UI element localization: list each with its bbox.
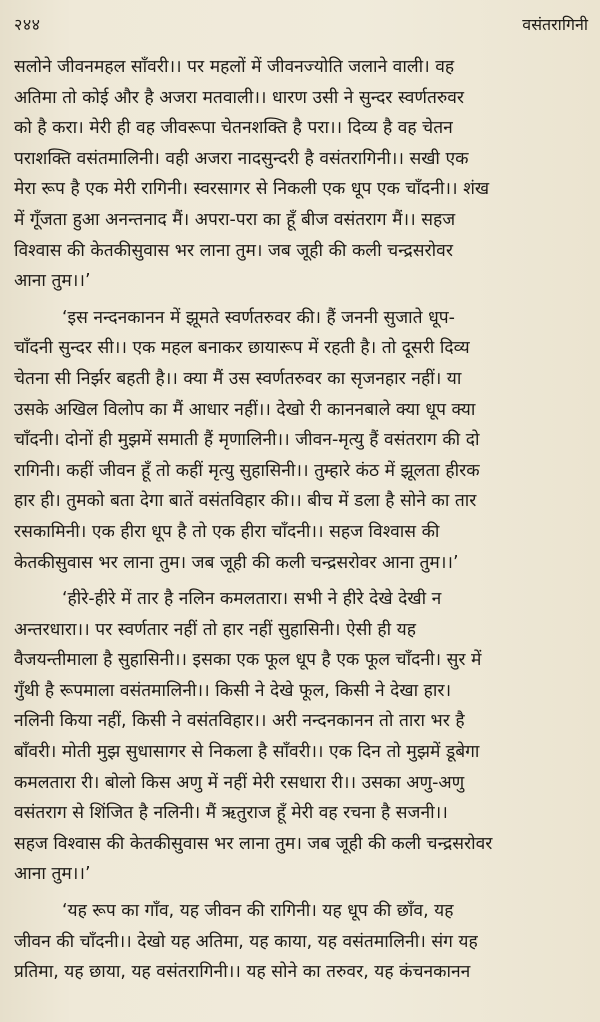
running-title: वसंतरागिनी [522, 15, 588, 34]
body-text [14, 52, 588, 988]
text-line: आना तुम।।’ [14, 864, 91, 885]
text-line: गुँथी है रूपमाला वसंतमालिनी।। किसी ने देखे फूल, किसी ने देखा हार। [14, 680, 452, 701]
text-line: में गूँजता हुआ अनन्तनाद मैं। अपरा-परा का हूँ बीज वसंतराग मैं।। सहज [14, 209, 456, 230]
paragraph [14, 584, 588, 890]
text-line: उसके अखिल विलोप का मैं आधार नहीं।। देखो री काननबाले क्या धूप क्या [14, 399, 476, 420]
text-line: सलोने जीवनमहल साँवरी।। पर महलों में जीवनज्योति जलाने वाली। वह [14, 57, 455, 77]
text-line: को है करा। मेरी ही वह जीवरूपा चेतनशक्ति है परा।। दिव्य है वह चेतन [14, 118, 453, 139]
text-line: चाँदनी सुन्दर सी।। एक महल बनाकर छायारूप में रहती है। तो दूसरी दिव्य [14, 338, 470, 359]
text-line: ‘हीरे-हीरे में तार है नलिन कमलतारा। सभी ने हीरे देखे देखी न [62, 589, 442, 610]
text-line: रागिनी। कहीं जीवन हूँ तो कहीं मृत्यु सुहासिनी।। तुम्हारे कंठ में झूलता हीरक [14, 460, 480, 481]
text-line: मेरा रूप है एक मेरी रागिनी। स्वरसागर से निकली एक धूप एक चाँदनी।। शंख [14, 179, 490, 200]
text-line: हार ही। तुमको बता देगा बातें वसंतविहार की।। बीच में डला है सोने का तार [14, 491, 477, 512]
paragraph [14, 303, 588, 578]
text-line: नलिनी किया नहीं, किसी ने वसंतविहार।। अरी नन्दनकानन तो तारा भर है [14, 711, 465, 732]
text-line: सहज विश्वास की केतकीसुवास भर लाना तुम। जब जूही की कली चन्द्रसरोवर [14, 833, 493, 854]
page-header [14, 14, 588, 48]
text-line: वसंतराग से शिंजित है नलिनी। मैं ऋतुराज हूँ मेरी वह रचना है सजनी।। [14, 803, 448, 824]
paragraph [14, 52, 588, 297]
text-line: विश्वास की केतकीसुवास भर लाना तुम। जब जूही की कली चन्द्रसरोवर [14, 240, 453, 261]
text-line: बाँवरी। मोती मुझ सुधासागर से निकला है साँवरी।। एक दिन तो मुझमें डूबेगा [14, 742, 480, 763]
text-line: रसकामिनी। एक हीरा धूप है तो एक हीरा चाँदनी।। सहज विश्वास की [14, 521, 440, 542]
text-line: ‘इस नन्दनकानन में झूमते स्वर्णतरुवर की। हैं जननी सुजाते धूप- [62, 307, 455, 328]
text-line: अतिमा तो कोई और है अजरा मतवाली।। धारण उसी ने सुन्दर स्वर्णतरुवर [14, 87, 465, 108]
text-line: पराशक्ति वसंतमालिनी। वही अजरा नादसुन्दरी है वसंतरागिनी।। सखी एक [14, 148, 469, 169]
text-line: प्रतिमा, यह छाया, यह वसंतरागिनी।। यह सोने का तरुवर, यह कंचनकानन [14, 962, 471, 983]
text-line: ‘यह रूप का गाँव, यह जीवन की रागिनी। यह धूप की छाँव, यह [62, 901, 454, 922]
text-line: चेतना सी निर्झर बहती है।। क्या मैं उस स्वर्णतरुवर का सृजनहार नहीं। या [14, 368, 462, 389]
text-line: जीवन की चाँदनी।। देखो यह अतिमा, यह काया, यह वसंतमालिनी। संग यह [14, 931, 478, 952]
page-number: २४४ [14, 15, 41, 34]
text-line: आना तुम।।’ [14, 271, 91, 292]
text-line: कमलतारा री। बोलो किस अणु में नहीं मेरी रसधारा री।। उसका अणु-अणु [14, 772, 465, 793]
paragraph [14, 896, 588, 988]
text-line: अन्तरधारा।। पर स्वर्णतार नहीं तो हार नहीं सुहासिनी। ऐसी ही यह [14, 619, 416, 640]
text-line: चाँदनी। दोनों ही मुझमें समाती हैं मृणालिनी।। जीवन-मृत्यु हैं वसंतराग की दो [14, 430, 480, 451]
text-line: वैजयन्तीमाला है सुहासिनी।। इसका एक फूल धूप है एक फूल चाँदनी। सुर में [14, 650, 482, 671]
text-line: केतकीसुवास भर लाना तुम। जब जूही की कली चन्द्रसरोवर आना तुम।।’ [14, 552, 459, 573]
